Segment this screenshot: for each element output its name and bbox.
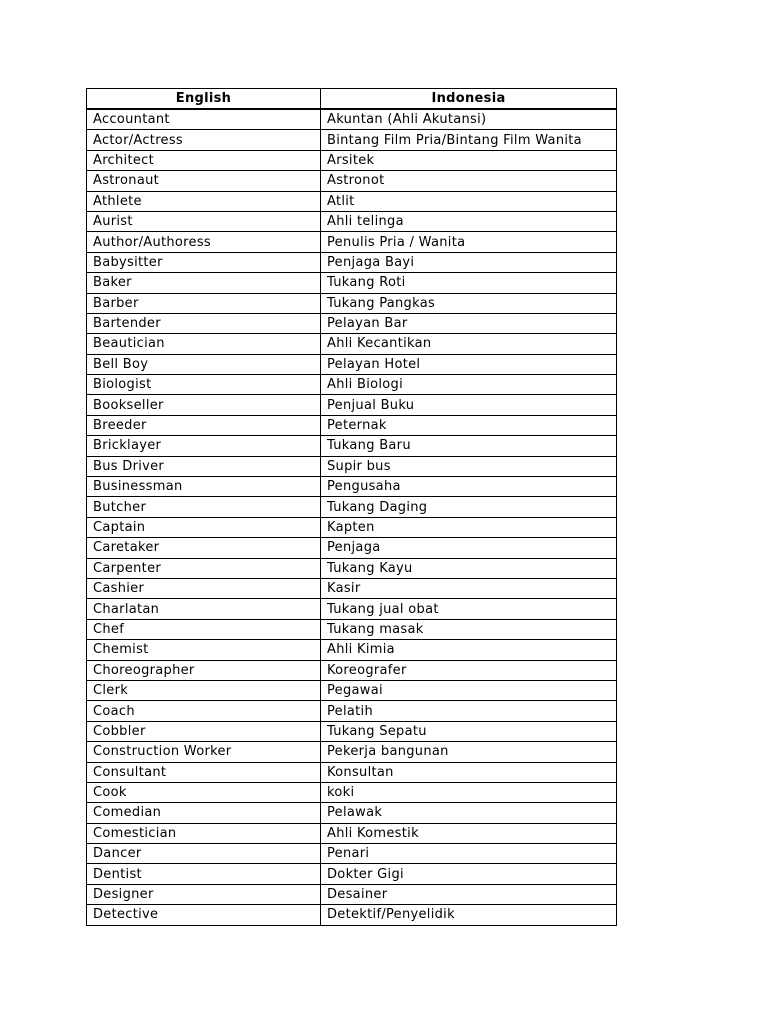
column-header-english: English xyxy=(87,89,321,110)
indonesian-term-cell: Tukang Kayu xyxy=(321,558,617,578)
table-row xyxy=(87,884,617,904)
english-term-cell: Choreographer xyxy=(87,660,321,680)
english-term-cell: Carpenter xyxy=(87,558,321,578)
indonesian-term-cell: Tukang Baru xyxy=(321,436,617,456)
indonesian-term-cell: Pelawak xyxy=(321,803,617,823)
english-term-cell: Cobbler xyxy=(87,721,321,741)
indonesian-term-cell: Tukang Sepatu xyxy=(321,721,617,741)
english-term-cell: Bell Boy xyxy=(87,354,321,374)
table-row xyxy=(87,803,617,823)
table-row xyxy=(87,375,617,395)
indonesian-term-cell: Dokter Gigi xyxy=(321,864,617,884)
english-term-cell: Dancer xyxy=(87,844,321,864)
table-row xyxy=(87,456,617,476)
table-row xyxy=(87,844,617,864)
english-term-cell: Cashier xyxy=(87,578,321,598)
indonesian-term-cell: Pegawai xyxy=(321,680,617,700)
table-row xyxy=(87,701,617,721)
indonesian-term-cell: Penulis Pria / Wanita xyxy=(321,232,617,252)
table-row xyxy=(87,558,617,578)
table-row xyxy=(87,273,617,293)
table-row xyxy=(87,150,617,170)
english-term-cell: Businessman xyxy=(87,477,321,497)
table-row xyxy=(87,517,617,537)
indonesian-term-cell: Tukang masak xyxy=(321,619,617,639)
table-body xyxy=(87,109,617,925)
english-term-cell: Detective xyxy=(87,905,321,925)
table-row xyxy=(87,782,617,802)
english-term-cell: Caretaker xyxy=(87,538,321,558)
english-term-cell: Captain xyxy=(87,517,321,537)
indonesian-term-cell: Konsultan xyxy=(321,762,617,782)
table-row xyxy=(87,232,617,252)
table-header-row xyxy=(87,89,617,110)
table-row xyxy=(87,191,617,211)
indonesian-term-cell: Penjaga xyxy=(321,538,617,558)
indonesian-term-cell: Ahli Kimia xyxy=(321,640,617,660)
english-term-cell: Biologist xyxy=(87,375,321,395)
indonesian-term-cell: Astronot xyxy=(321,171,617,191)
english-term-cell: Athlete xyxy=(87,191,321,211)
english-term-cell: Astronaut xyxy=(87,171,321,191)
table-row xyxy=(87,109,617,130)
table-row xyxy=(87,538,617,558)
english-term-cell: Coach xyxy=(87,701,321,721)
english-term-cell: Barber xyxy=(87,293,321,313)
english-term-cell: Actor/Actress xyxy=(87,130,321,150)
indonesian-term-cell: Ahli Kecantikan xyxy=(321,334,617,354)
english-term-cell: Breeder xyxy=(87,415,321,435)
table-row xyxy=(87,742,617,762)
indonesian-term-cell: koki xyxy=(321,782,617,802)
table-row xyxy=(87,823,617,843)
table-row xyxy=(87,721,617,741)
table-row xyxy=(87,293,617,313)
indonesian-term-cell: Bintang Film Pria/Bintang Film Wanita xyxy=(321,130,617,150)
table-row xyxy=(87,211,617,231)
indonesian-term-cell: Kasir xyxy=(321,578,617,598)
table-row xyxy=(87,130,617,150)
table-row xyxy=(87,334,617,354)
table-row xyxy=(87,864,617,884)
table-row xyxy=(87,395,617,415)
english-term-cell: Babysitter xyxy=(87,252,321,272)
english-term-cell: Bookseller xyxy=(87,395,321,415)
indonesian-term-cell: Pelatih xyxy=(321,701,617,721)
column-header-indonesia: Indonesia xyxy=(321,89,617,110)
table-row xyxy=(87,313,617,333)
table-row xyxy=(87,436,617,456)
table-row xyxy=(87,619,617,639)
english-term-cell: Bus Driver xyxy=(87,456,321,476)
table-row xyxy=(87,599,617,619)
table-row xyxy=(87,354,617,374)
indonesian-term-cell: Tukang jual obat xyxy=(321,599,617,619)
table-row xyxy=(87,415,617,435)
indonesian-term-cell: Peternak xyxy=(321,415,617,435)
indonesian-term-cell: Pelayan Hotel xyxy=(321,354,617,374)
indonesian-term-cell: Desainer xyxy=(321,884,617,904)
indonesian-term-cell: Detektif/Penyelidik xyxy=(321,905,617,925)
indonesian-term-cell: Penjual Buku xyxy=(321,395,617,415)
table-row xyxy=(87,660,617,680)
indonesian-term-cell: Kapten xyxy=(321,517,617,537)
indonesian-term-cell: Pekerja bangunan xyxy=(321,742,617,762)
table-row xyxy=(87,762,617,782)
english-term-cell: Bartender xyxy=(87,313,321,333)
english-term-cell: Architect xyxy=(87,150,321,170)
indonesian-term-cell: Arsitek xyxy=(321,150,617,170)
indonesian-term-cell: Tukang Roti xyxy=(321,273,617,293)
table-row xyxy=(87,171,617,191)
english-term-cell: Comedian xyxy=(87,803,321,823)
english-term-cell: Consultant xyxy=(87,762,321,782)
english-term-cell: Accountant xyxy=(87,109,321,130)
english-term-cell: Cook xyxy=(87,782,321,802)
english-term-cell: Dentist xyxy=(87,864,321,884)
indonesian-term-cell: Tukang Daging xyxy=(321,497,617,517)
english-term-cell: Chef xyxy=(87,619,321,639)
indonesian-term-cell: Atlit xyxy=(321,191,617,211)
english-term-cell: Baker xyxy=(87,273,321,293)
indonesian-term-cell: Koreografer xyxy=(321,660,617,680)
table-row xyxy=(87,905,617,925)
table-row xyxy=(87,640,617,660)
english-term-cell: Clerk xyxy=(87,680,321,700)
indonesian-term-cell: Supir bus xyxy=(321,456,617,476)
english-term-cell: Charlatan xyxy=(87,599,321,619)
indonesian-term-cell: Tukang Pangkas xyxy=(321,293,617,313)
table-row xyxy=(87,578,617,598)
indonesian-term-cell: Ahli telinga xyxy=(321,211,617,231)
indonesian-term-cell: Pelayan Bar xyxy=(321,313,617,333)
english-term-cell: Aurist xyxy=(87,211,321,231)
indonesian-term-cell: Ahli Komestik xyxy=(321,823,617,843)
indonesian-term-cell: Pengusaha xyxy=(321,477,617,497)
table-row xyxy=(87,680,617,700)
english-term-cell: Construction Worker xyxy=(87,742,321,762)
indonesian-term-cell: Penjaga Bayi xyxy=(321,252,617,272)
english-term-cell: Designer xyxy=(87,884,321,904)
vocabulary-table xyxy=(86,88,617,926)
english-term-cell: Bricklayer xyxy=(87,436,321,456)
english-term-cell: Chemist xyxy=(87,640,321,660)
table-row xyxy=(87,497,617,517)
indonesian-term-cell: Penari xyxy=(321,844,617,864)
indonesian-term-cell: Akuntan (Ahli Akutansi) xyxy=(321,109,617,130)
table-row xyxy=(87,252,617,272)
english-term-cell: Author/Authoress xyxy=(87,232,321,252)
english-term-cell: Butcher xyxy=(87,497,321,517)
english-term-cell: Comestician xyxy=(87,823,321,843)
indonesian-term-cell: Ahli Biologi xyxy=(321,375,617,395)
table-row xyxy=(87,477,617,497)
english-term-cell: Beautician xyxy=(87,334,321,354)
